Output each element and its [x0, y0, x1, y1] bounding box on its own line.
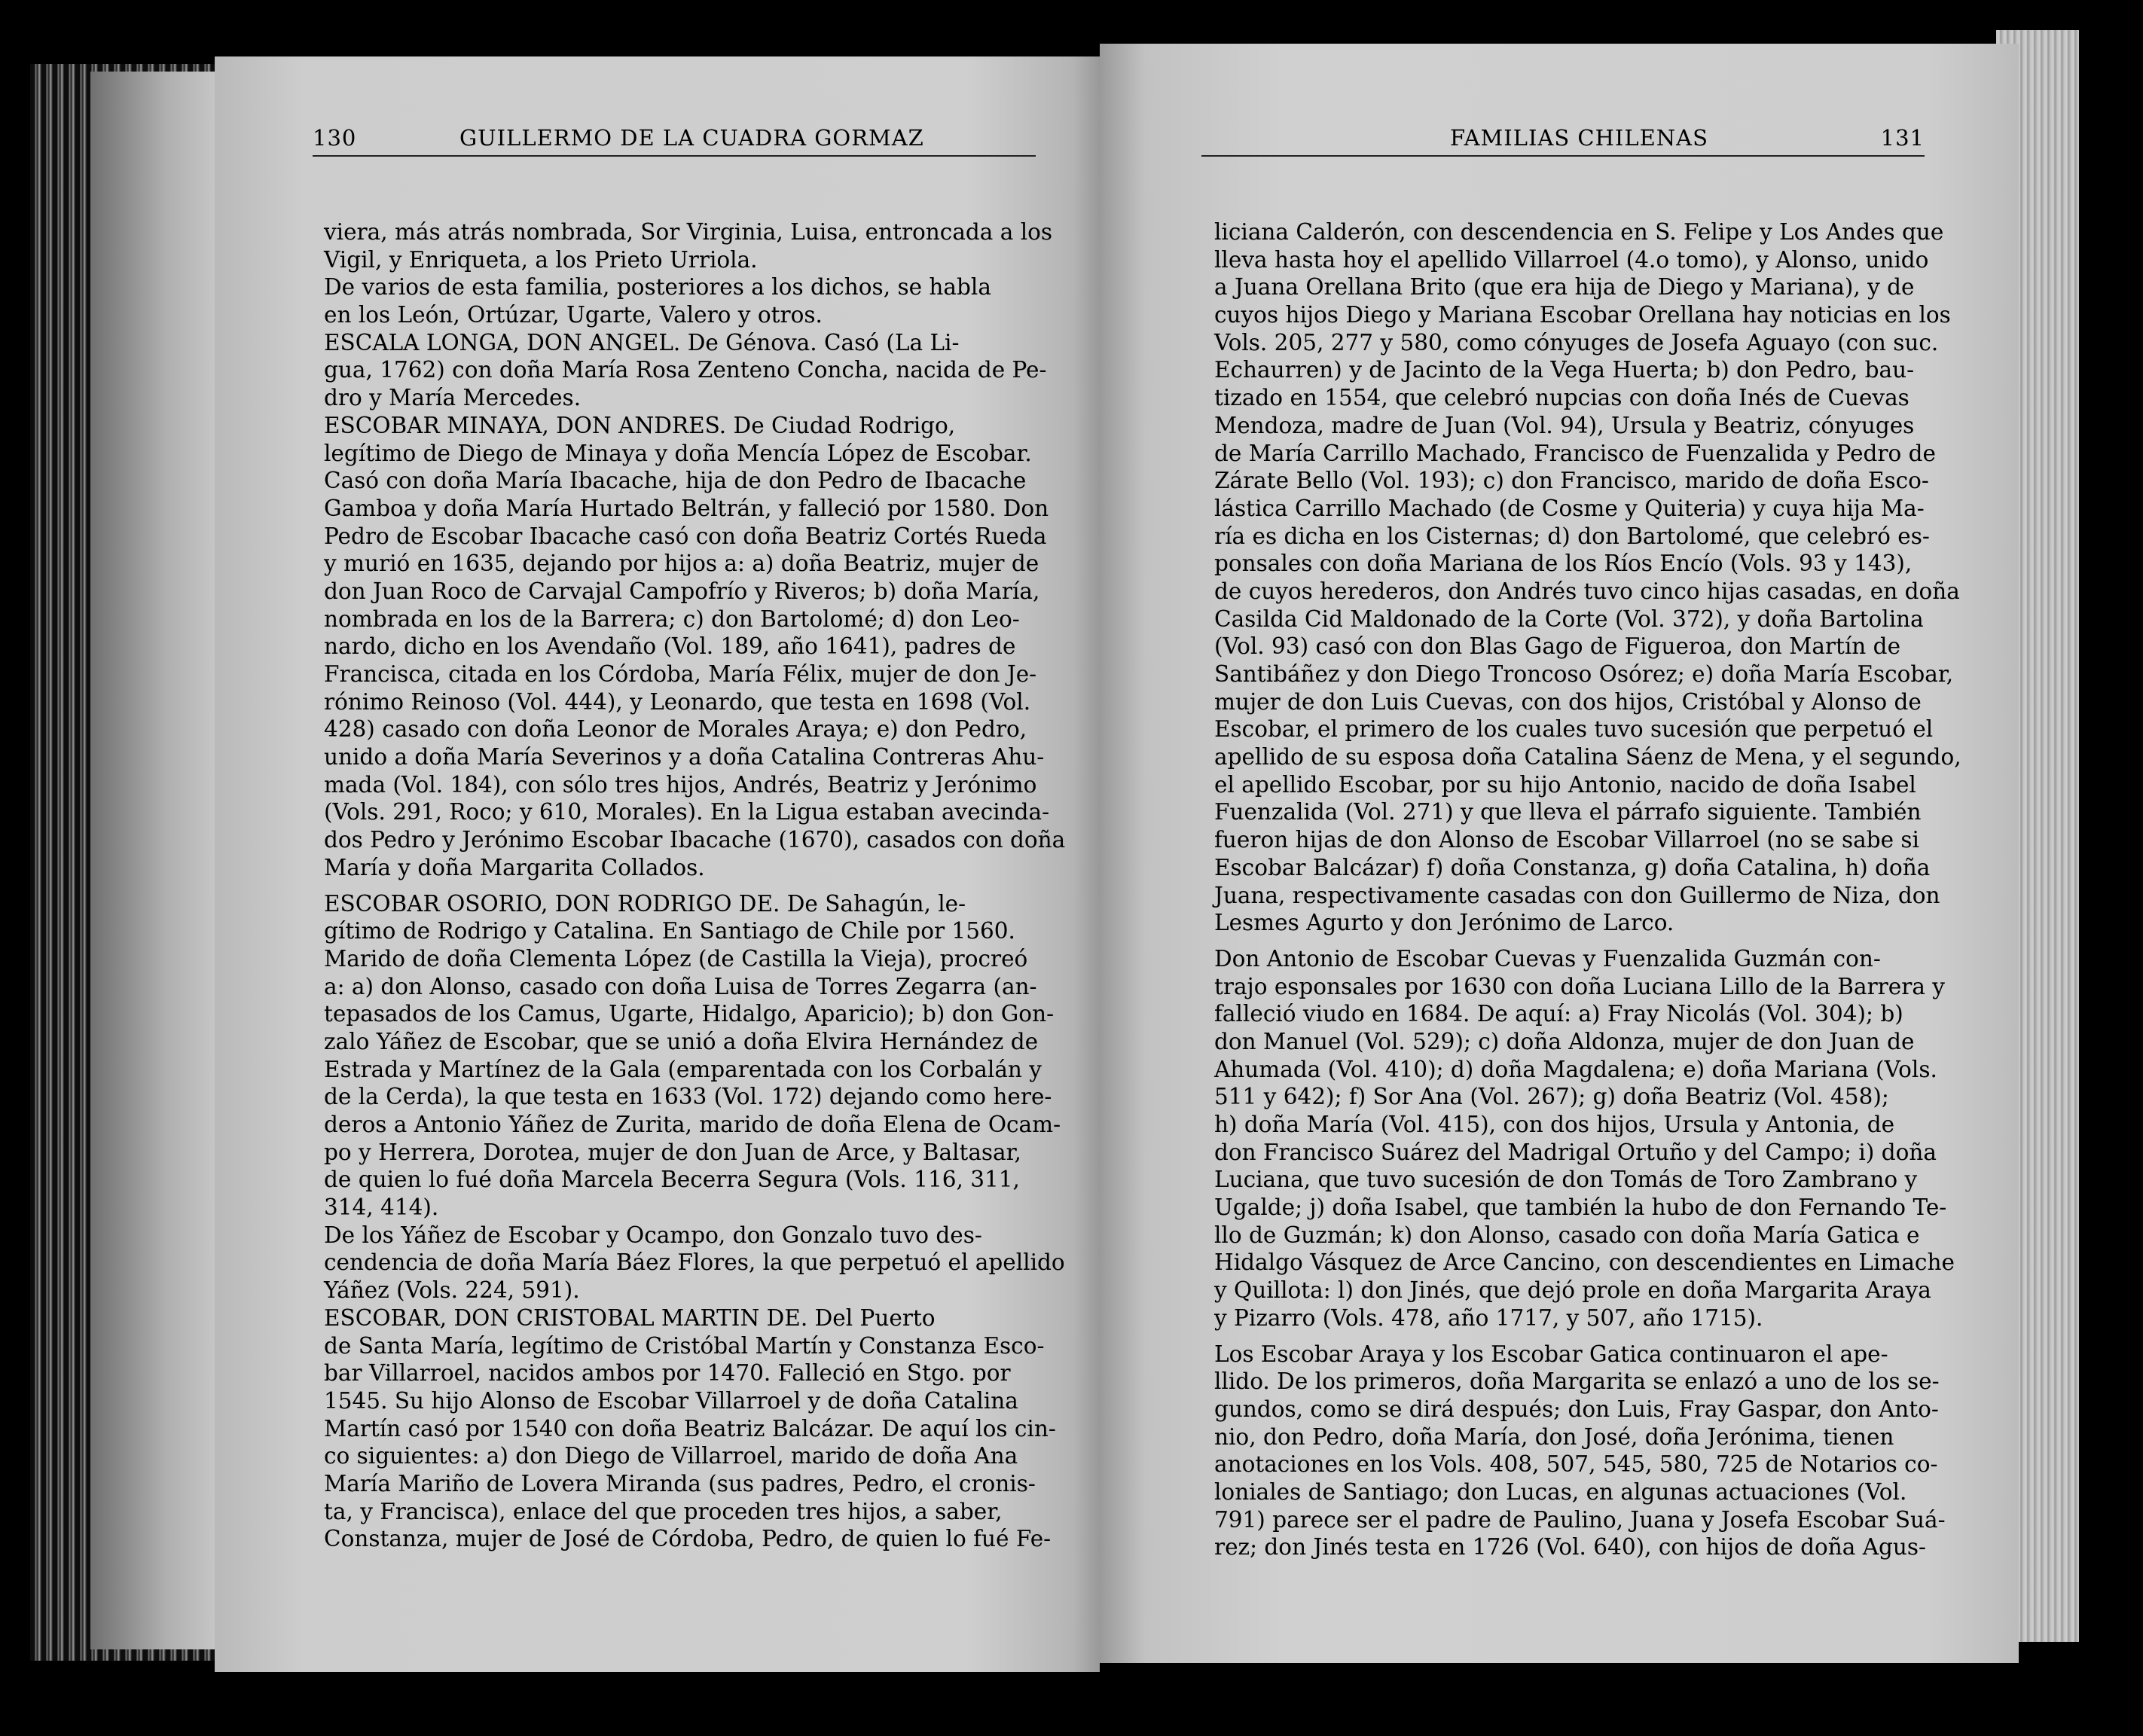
- text-line: a: a) don Alonso, casado con doña Luisa de Torres Zegarra (an-: [324, 973, 1037, 999]
- text-line: De los Yáñez de Escobar y Ocampo, don Gonzalo tuvo des-: [324, 1222, 982, 1248]
- paragraph-gap: [324, 882, 1039, 890]
- paragraph-gap: [1214, 937, 1937, 945]
- text-line: lástica Carrillo Machado (de Cosme y Quiteria) y cuya hija Ma-: [1214, 495, 1925, 521]
- text-line: María y doña Margarita Collados.: [324, 854, 705, 880]
- text-line: don Juan Roco de Carvajal Campofrío y Riveros; b) doña María,: [324, 578, 1040, 604]
- text-line: rónimo Reinoso (Vol. 444), y Leonardo, que testa en 1698 (Vol.: [324, 688, 1031, 715]
- text-line: 1545. Su hijo Alonso de Escobar Villarroel y de doña Catalina: [324, 1387, 1018, 1414]
- text-line: ESCALA LONGA, DON ANGEL. De Génova. Casó (La Li-: [324, 329, 960, 355]
- text-line: de María Carrillo Machado, Francisco de Fuenzalida y Pedro de: [1214, 440, 1937, 466]
- right-page-header: [1201, 121, 1925, 157]
- text-line: llo de Guzmán; k) don Alonso, casado con doña María Gatica e: [1214, 1222, 1920, 1248]
- text-line: Juana, respectivamente casadas con don Guillermo de Niza, don: [1214, 882, 1940, 908]
- text-line: Francisca, citada en los Córdoba, María Félix, mujer de don Je-: [324, 661, 1037, 687]
- text-line: Luciana, que tuvo sucesión de don Tomás de Toro Zambrano y: [1214, 1167, 1918, 1193]
- text-line: 791) parece ser el padre de Paulino, Juana y Josefa Escobar Suá-: [1214, 1506, 1946, 1533]
- text-line: anotaciones en los Vols. 408, 507, 545, 580, 725 de Notarios co-: [1214, 1451, 1938, 1478]
- text-line: nombrada en los de la Barrera; c) don Bartolomé; d) don Leo-: [324, 606, 1020, 632]
- text-line: mujer de don Luis Cuevas, con dos hijos, Cristóbal y Alonso de: [1214, 688, 1922, 715]
- text-line: nardo, dicho en los Avendaño (Vol. 189, año 1641), padres de: [324, 633, 1016, 660]
- text-line: Casó con doña María Ibacache, hija de don Pedro de Ibacache: [324, 468, 1027, 494]
- text-line: (Vol. 93) casó con don Blas Gago de Figueroa, don Martín de: [1214, 633, 1901, 660]
- text-line: y Quillota: l) don Jinés, que dejó prole en doña Margarita Araya: [1214, 1277, 1931, 1304]
- text-line: Vigil, y Enriqueta, a los Prieto Urriola.: [324, 246, 758, 273]
- left-page-header: [313, 121, 1036, 157]
- text-line: Zárate Bello (Vol. 193); c) don Francisco, marido de doña Esco-: [1214, 468, 1929, 494]
- right-page-number: 131: [1880, 125, 1925, 151]
- text-line: lleva hasta hoy el apellido Villarroel (4.o tomo), y Alonso, unido: [1214, 246, 1929, 273]
- text-line: loniales de Santiago; don Lucas, en algunas actuaciones (Vol.: [1214, 1478, 1907, 1505]
- text-line: Constanza, mujer de José de Córdoba, Pedro, de quien lo fué Fe-: [324, 1526, 1052, 1552]
- text-line: 314, 414).: [324, 1194, 439, 1221]
- text-line: ponsales con doña Mariana de los Ríos Encío (Vols. 93 y 143),: [1214, 551, 1913, 577]
- text-line: don Manuel (Vol. 529); c) doña Aldonza, mujer de don Juan de: [1214, 1028, 1915, 1054]
- text-line: Lesmes Agurto y don Jerónimo de Larco.: [1214, 910, 1674, 936]
- text-line: 511 y 642); f) Sor Ana (Vol. 267); g) doña Beatriz (Vol. 458);: [1214, 1084, 1889, 1110]
- text-line: ta, y Francisca), enlace del que proceden tres hijos, a saber,: [324, 1498, 1003, 1524]
- text-line: tizado en 1554, que celebró nupcias con doña Inés de Cuevas: [1214, 385, 1909, 411]
- text-line: 428) casado con doña Leonor de Morales Araya; e) don Pedro,: [324, 716, 1027, 743]
- right-page-text: [1214, 218, 1961, 1561]
- text-line: zalo Yáñez de Escobar, que se unió a doña Elvira Hernández de: [324, 1028, 1039, 1054]
- text-line: mada (Vol. 184), con sólo tres hijos, Andrés, Beatriz y Jerónimo: [324, 771, 1037, 798]
- text-line: unido a doña María Severinos y a doña Catalina Contreras Ahu-: [324, 744, 1045, 770]
- text-line: María Mariño de Lovera Miranda (sus padres, Pedro, el cronis-: [324, 1470, 1036, 1496]
- text-line: viera, más atrás nombrada, Sor Virginia, Luisa, entroncada a los: [324, 219, 1053, 245]
- left-page-text: [324, 218, 1066, 1553]
- text-line: tepasados de los Camus, Ugarte, Hidalgo, Aparicio); b) don Gon-: [324, 1001, 1055, 1027]
- text-line: Escobar Balcázar) f) doña Constanza, g) doña Catalina, h) doña: [1214, 854, 1931, 880]
- text-line: Casilda Cid Maldonado de la Corte (Vol. 372), y doña Bartolina: [1214, 606, 1924, 632]
- text-line: de la Cerda), la que testa en 1633 (Vol. 172) dejando como here-: [324, 1084, 1052, 1110]
- text-line: ESCOBAR, DON CRISTOBAL MARTIN DE. Del Puerto: [324, 1304, 936, 1331]
- text-line: liciana Calderón, con descendencia en S. Felipe y Los Andes que: [1214, 219, 1944, 245]
- text-line: rez; don Jinés testa en 1726 (Vol. 640), con hijos de doña Agus-: [1214, 1534, 1926, 1561]
- text-line: don Francisco Suárez del Madrigal Ortuño y del Campo; i) doña: [1214, 1139, 1937, 1165]
- text-line: trajo esponsales por 1630 con doña Luciana Lillo de la Barrera y: [1214, 973, 1945, 999]
- text-line: fueron hijas de don Alonso de Escobar Villarroel (no se sabe si: [1214, 827, 1919, 853]
- text-line: Mendoza, madre de Juan (Vol. 94), Ursula y Beatriz, cónyuges: [1214, 412, 1915, 438]
- paragraph-gap: [1214, 1332, 1937, 1341]
- text-line: deros a Antonio Yáñez de Zurita, marido de doña Elena de Ocam-: [324, 1112, 1061, 1137]
- text-line: apellido de su esposa doña Catalina Sáenz de Mena, y el segundo,: [1214, 744, 1961, 770]
- text-line: ría es dicha en los Cisternas; d) don Bartolomé, que celebró es-: [1214, 523, 1930, 549]
- text-line: cuyos hijos Diego y Mariana Escobar Orellana hay noticias en los: [1214, 302, 1951, 328]
- text-line: en los León, Ortúzar, Ugarte, Valero y otros.: [324, 302, 823, 328]
- text-line: legítimo de Diego de Minaya y doña Mencía López de Escobar.: [324, 440, 1032, 466]
- left-running-title: GUILLERMO DE LA CUADRA GORMAZ: [459, 125, 924, 151]
- text-line: Martín casó por 1540 con doña Beatriz Balcázar. De aquí los cin-: [324, 1415, 1056, 1442]
- text-line: gítimo de Rodrigo y Catalina. En Santiago de Chile por 1560.: [324, 918, 1015, 944]
- text-line: (Vols. 291, Roco; y 610, Morales). En la Ligua estaban avecinda-: [324, 799, 1050, 825]
- text-line: Estrada y Martínez de la Gala (emparentada con los Corbalán y: [324, 1056, 1042, 1082]
- text-line: falleció viudo en 1684. De aquí: a) Fray Nicolás (Vol. 304); b): [1214, 1001, 1903, 1027]
- text-line: bar Villarroel, nacidos ambos por 1470. Falleció en Stgo. por: [324, 1360, 1011, 1387]
- text-line: llido. De los primeros, doña Margarita se enlazó a uno de los se-: [1214, 1368, 1940, 1395]
- text-line: gua, 1762) con doña María Rosa Zenteno Concha, nacida de Pe-: [324, 357, 1047, 383]
- text-line: Gamboa y doña María Hurtado Beltrán, y falleció por 1580. Don: [324, 495, 1049, 521]
- text-line: y Pizarro (Vols. 478, año 1717, y 507, año 1715).: [1214, 1304, 1763, 1331]
- text-line: de Santa María, legítimo de Cristóbal Martín y Constanza Esco-: [324, 1332, 1045, 1359]
- text-line: Pedro de Escobar Ibacache casó con doña Beatriz Cortés Rueda: [324, 523, 1047, 549]
- text-line: Escobar, el primero de los cuales tuvo sucesión que perpetuó el: [1214, 716, 1934, 743]
- text-line: de cuyos herederos, don Andrés tuvo cinco hijas casadas, en doña: [1214, 578, 1960, 604]
- text-line: dos Pedro y Jerónimo Escobar Ibacache (1670), casados con doña: [324, 827, 1066, 853]
- text-line: Yáñez (Vols. 224, 591).: [324, 1277, 580, 1304]
- text-line: dro y María Mercedes.: [324, 385, 582, 411]
- text-line: co siguientes: a) don Diego de Villarroel, marido de doña Ana: [324, 1443, 1018, 1469]
- text-line: cendencia de doña María Báez Flores, la que perpetuó el apellido: [324, 1249, 1065, 1276]
- text-line: h) doña María (Vol. 415), con dos hijos, Ursula y Antonia, de: [1214, 1112, 1895, 1137]
- text-line: Don Antonio de Escobar Cuevas y Fuenzalida Guzmán con-: [1214, 945, 1881, 972]
- text-line: Ugalde; j) doña Isabel, que también la hubo de don Fernando Te-: [1214, 1194, 1947, 1221]
- text-line: Marido de doña Clementa López (de Castilla la Vieja), procreó: [324, 945, 1028, 972]
- text-line: Hidalgo Vásquez de Arce Cancino, con descendientes en Limache: [1214, 1249, 1955, 1276]
- text-line: Los Escobar Araya y los Escobar Gatica continuaron el ape-: [1214, 1341, 1888, 1367]
- page-edge-stack-left-inner: [90, 72, 218, 1649]
- text-line: y murió en 1635, dejando por hijos a: a) doña Beatriz, mujer de: [324, 551, 1039, 577]
- text-line: Ahumada (Vol. 410); d) doña Magdalena; e) doña Mariana (Vols.: [1214, 1056, 1937, 1082]
- text-line: gundos, como se dirá después; don Luis, Fray Gaspar, don Anto-: [1214, 1396, 1939, 1422]
- text-line: de quien lo fué doña Marcela Becerra Segura (Vols. 116, 311,: [324, 1167, 1020, 1193]
- text-line: Vols. 205, 277 y 580, como cónyuges de Josefa Aguayo (con suc.: [1214, 329, 1939, 355]
- text-line: Echaurren) y de Jacinto de la Vega Huerta; b) don Pedro, bau-: [1214, 357, 1915, 383]
- left-page-number: 130: [313, 125, 357, 151]
- text-line: nio, don Pedro, doña María, don José, doña Jerónima, tienen: [1214, 1423, 1894, 1450]
- text-line: ESCOBAR OSORIO, DON RODRIGO DE. De Sahagún, le-: [324, 890, 966, 917]
- text-line: Fuenzalida (Vol. 271) y que lleva el párrafo siguiente. También: [1214, 799, 1922, 825]
- text-line: Santibáñez y don Diego Troncoso Osórez; e) doña María Escobar,: [1214, 661, 1954, 687]
- text-line: el apellido Escobar, por su hijo Antonio, nacido de doña Isabel: [1214, 771, 1916, 798]
- text-line: po y Herrera, Dorotea, mujer de don Juan de Arce, y Baltasar,: [324, 1139, 1021, 1165]
- text-line: a Juana Orellana Brito (que era hija de Diego y Mariana), y de: [1214, 274, 1915, 301]
- right-running-title: FAMILIAS CHILENAS: [1450, 125, 1708, 151]
- text-line: ESCOBAR MINAYA, DON ANDRES. De Ciudad Rodrigo,: [324, 412, 956, 438]
- text-line: De varios de esta familia, posteriores a los dichos, se habla: [324, 274, 991, 301]
